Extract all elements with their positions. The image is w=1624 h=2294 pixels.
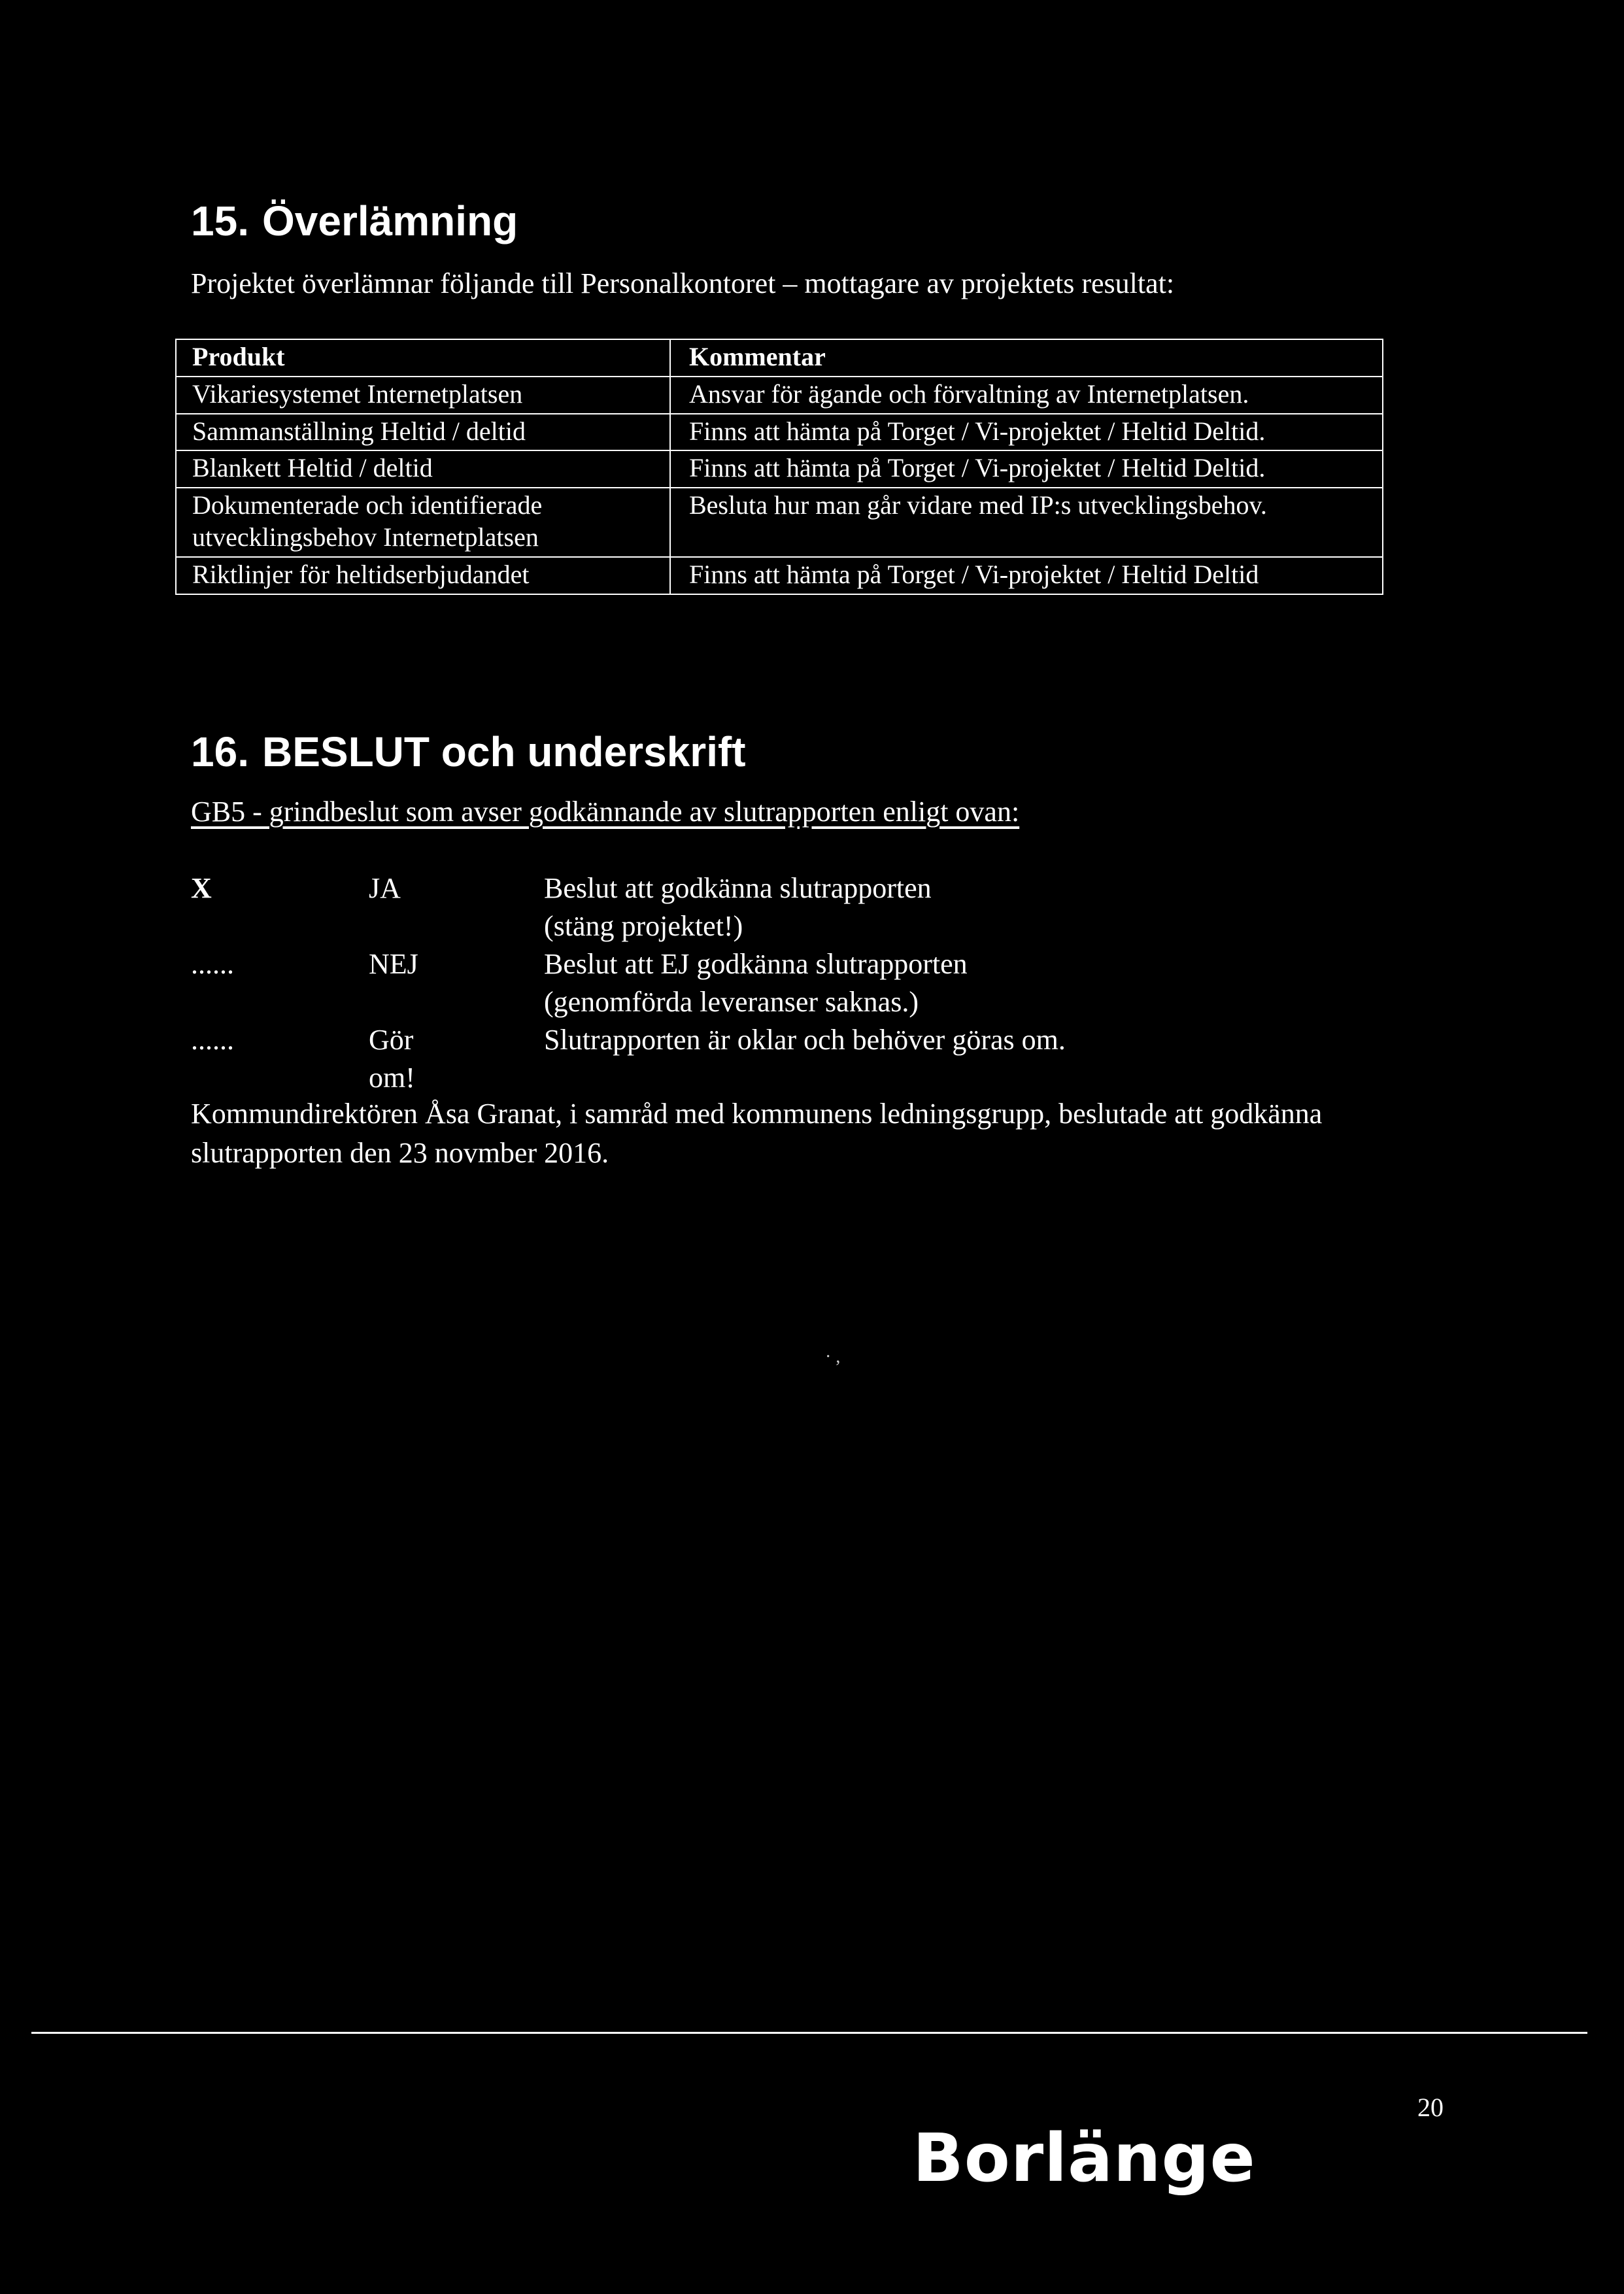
option-description-line: Slutrapporten är oklar och behöver göras om. [544, 1024, 1066, 1056]
option-description-line: (stäng projektet!) [544, 910, 743, 942]
table-header-row [176, 339, 1383, 377]
table-cell-kommentar: Ansvar för ägande och förvaltning av Internetplatsen. [670, 377, 1383, 414]
option-description-line: Beslut att EJ godkänna slutrapporten [544, 948, 968, 980]
option-mark: ...... [191, 1024, 234, 1056]
table-row [176, 414, 1383, 451]
handover-table [175, 339, 1383, 595]
section-15-heading [191, 197, 518, 245]
option-description [544, 869, 932, 945]
gate-decision-text: GB5 - grindbeslut som avser godkännande av slutrapporten enligt ovan: [191, 796, 1020, 828]
option-description-line: Beslut att godkänna slutrapporten [544, 872, 932, 904]
table-cell-produkt: Riktlinjer för heltidserbjudandet [176, 557, 670, 594]
section-15-title: Överlämning [262, 197, 518, 245]
section-16-title: BESLUT och underskrift [262, 728, 746, 775]
footer-divider [31, 2032, 1587, 2034]
scan-specks: · , [825, 1347, 841, 1367]
option-label: Gör om! [369, 1024, 415, 1094]
option-mark: ...... [191, 948, 234, 980]
table-cell-kommentar: Besluta hur man går vidare med IP:s utvecklingsbehov. [670, 488, 1383, 557]
table-cell-produkt: Sammanställning Heltid / deltid [176, 414, 670, 451]
table-row [176, 488, 1383, 557]
column-header-produkt: Produkt [176, 339, 670, 377]
section-15-number: 15. [191, 197, 249, 245]
table-cell-produkt: Blankett Heltid / deltid [176, 450, 670, 488]
column-header-kommentar: Kommentar [670, 339, 1383, 377]
borlange-logo: Borlänge [913, 2119, 1256, 2197]
option-label: JA [369, 872, 401, 904]
option-label: NEJ [369, 948, 418, 980]
table-cell-kommentar: Finns att hämta på Torget / Vi-projektet / Heltid Deltid. [670, 414, 1383, 451]
table-cell-kommentar: Finns att hämta på Torget / Vi-projektet / Heltid Deltid. [670, 450, 1383, 488]
section-16-heading [191, 728, 746, 775]
option-description [544, 1021, 1066, 1059]
page-number: 20 [1417, 2093, 1444, 2122]
section-15-intro: Projektet överlämnar följande till Personalkontoret – mottagare av projektets resultat: [191, 267, 1175, 299]
table-row [176, 377, 1383, 414]
option-mark: X [191, 872, 212, 904]
table-cell-kommentar: Finns att hämta på Torget / Vi-projektet / Heltid Deltid [670, 557, 1383, 594]
option-description-line: (genomförda leveranser saknas.) [544, 986, 919, 1018]
option-description [544, 945, 968, 1021]
table-row [176, 557, 1383, 594]
table-row [176, 450, 1383, 488]
table-cell-produkt: Vikariesystemet Internetplatsen [176, 377, 670, 414]
section-16-number: 16. [191, 728, 249, 775]
decision-paragraph: Kommundirektören Åsa Granat, i samråd med kommunens ledningsgrupp, beslutade att godkänna slutrapporten den 23 novmber 2016. [191, 1098, 1323, 1169]
table-cell-produkt: Dokumenterade och identifierade utvecklingsbehov Internetplatsen [176, 488, 670, 557]
